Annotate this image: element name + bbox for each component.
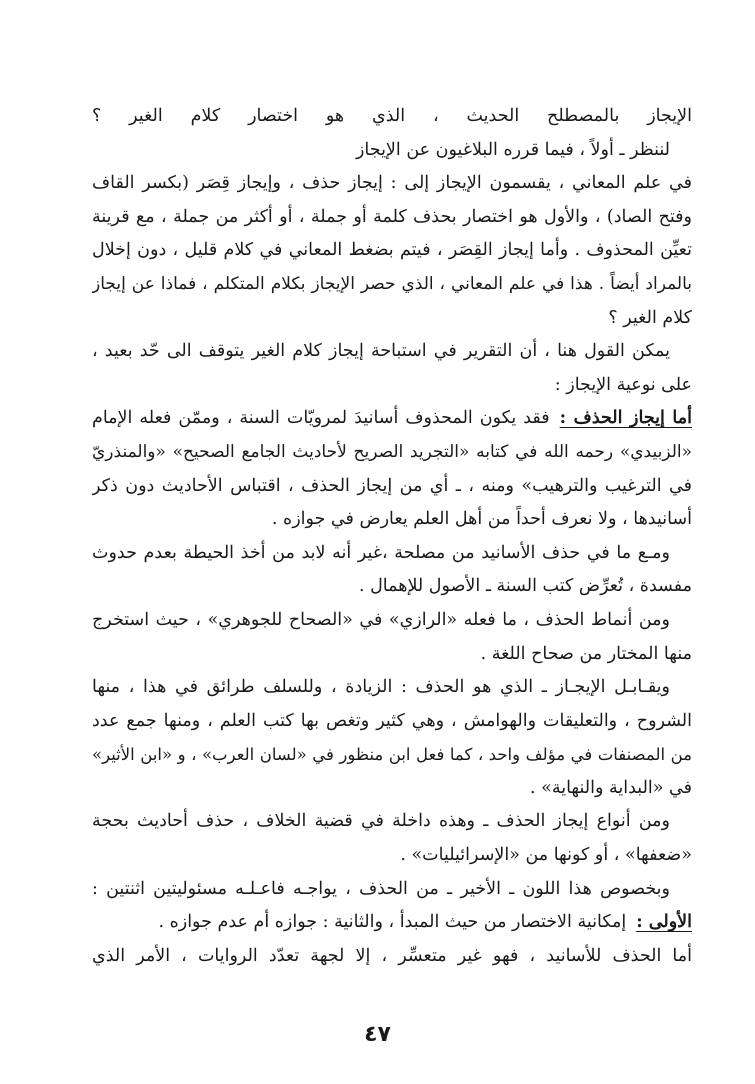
text-line-body: فقد يكون المحذوف أسانيدَ لمرويّات السنة ، وممّن فعله الإمام bbox=[92, 408, 550, 429]
text-line: في علم المعاني ، يقسمون الإيجاز إلى : إيجاز حذف ، وإيجاز قِصَر (بكسر القاف bbox=[92, 173, 692, 194]
text-line: ومن أنواع إيجاز الحذف ـ وهذه داخلة في قضية الخلاف ، حذف أحاديث بحجة bbox=[92, 811, 670, 832]
text-line: منها المختار من صحاح اللغة . bbox=[480, 643, 692, 664]
text-line: مفسدة ، تُعرِّض كتب السنة ـ الأصول للإهمال . bbox=[358, 576, 692, 597]
page-number: ٤٧ bbox=[364, 1022, 391, 1047]
text-line: تعيِّن المحذوف . وأما إيجاز القِصَر ، فيتم بضغط المعاني في كلام قليل ، دون إخلال bbox=[92, 240, 692, 261]
text-line: «ضعفها» ، أو كونها من «الإسرائيليات» . bbox=[400, 845, 692, 866]
text-line bbox=[92, 402, 692, 436]
text-line: ومـع ما في حذف الأسانيد من مصلحة ،غير أنه لابد من أخذ الحيطة بعدم حدوث bbox=[92, 542, 670, 563]
text-line: ويقـابـل الإيجـاز ـ الذي هو الحذف : الزيادة ، وللسلف طرائق في هذا ، منها bbox=[92, 677, 670, 698]
text-line: «الزبيدي» رحمه الله في كتابه «التجريد الصريح لأحاديث الجامع الصحيح» «والمنذريّ bbox=[92, 441, 692, 462]
text-line: الشروح ، والتعليقات والهوامش ، وهي كثير وتغص بها كتب العلم ، ومنها جمع عدد bbox=[92, 710, 692, 731]
text-line: الإيجاز بالمصطلح الحديث ، الذي هو اختصار كلام الغير ؟ bbox=[92, 106, 692, 126]
text-line-body: إمكانية الاختصار من حيث المبدأ ، والثانية : جوازه أم عدم جوازه . bbox=[158, 912, 627, 933]
text-line: بالمراد أيضاً . هذا في علم المعاني ، الذي حصر الإيجاز بكلام المتكلم ، فماذا عن إيجاز bbox=[92, 273, 692, 294]
text-line: على نوعية الإيجاز : bbox=[554, 374, 692, 395]
text-line: في الترغيب والترهيب» ومنه ، ـ أي من إيجاز الحذف ، اقتباس الأحاديث دون ذكر bbox=[92, 475, 692, 496]
text-line: وفتح الصاد) ، والأول هو اختصار بحذف كلمة أو جملة ، أو أكثر من جملة ، مع قرينة bbox=[92, 206, 692, 227]
text-line bbox=[92, 906, 692, 940]
text-line: ومن أنماط الحذف ، ما فعله «الرازي» في «الصحاح للجوهري» ، حيث استخرج bbox=[92, 609, 670, 630]
section-lead-ula: الأولى : bbox=[636, 912, 692, 933]
text-line: يمكن القول هنا ، أن التقرير في استباحة إيجاز كلام الغير يتوقف الى حّد بعيد ، bbox=[92, 341, 670, 362]
text-line: أما الحذف للأسانيد ، فهو غير متعسِّر ، إلا لجهة تعدّد الروايات ، الأمر الذي bbox=[92, 945, 692, 966]
body-text bbox=[92, 100, 692, 973]
text-line: كلام الغير ؟ bbox=[608, 307, 692, 328]
text-line: وبخصوص هذا اللون ـ الأخير ـ من الحذف ، يواجـه فاعـلـه مسئوليتين اثنتين : bbox=[92, 878, 670, 899]
text-line: في «البداية والنهاية» . bbox=[530, 777, 692, 798]
text-line: أسانيدها ، ولا نعرف أحداً من أهل العلم يعارض في جوازه . bbox=[271, 509, 692, 530]
text-line: من المصنفات في مؤلف واحد ، كما فعل ابن منظور في «لسان العرب» ، و «ابن الأثير» bbox=[92, 745, 692, 765]
text-line: لننظر ـ أولاً ، فيما قرره البلاغيون عن الإيجاز bbox=[355, 139, 670, 160]
section-lead-ijaz-hadhf: أما إيجاز الحذف : bbox=[559, 408, 692, 429]
